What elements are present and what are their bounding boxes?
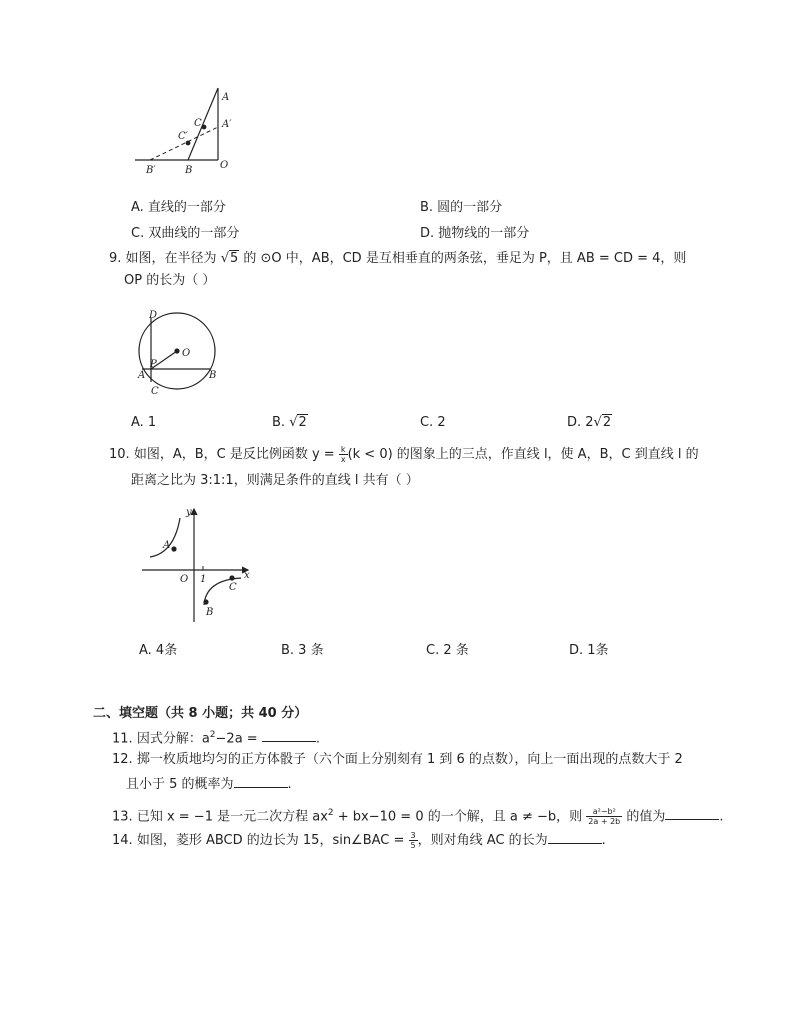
q9-text-1: 如图，在半径为 bbox=[125, 251, 217, 266]
q9-line-1: 9. 如图，在半径为 √5 的 ⊙O 中，AB，CD 是互相垂直的两条弦，垂足为 P，且 AB = CD = 4，则 bbox=[109, 251, 687, 266]
q12-line-1 bbox=[112, 750, 683, 770]
q9-label-P: P bbox=[150, 359, 157, 370]
q10-curve-left bbox=[150, 518, 180, 557]
q10-label-B: B bbox=[206, 607, 214, 618]
q10-line-2: 距离之比为 3:1:1，则满足条件的直线 l 共有（ ） bbox=[131, 473, 419, 488]
q13-tail: . bbox=[719, 809, 724, 825]
q9-label-B: B bbox=[209, 370, 217, 381]
q11-text-b: −2a = bbox=[215, 731, 258, 747]
q14-text-b: ，则对角线 AC 的长为 bbox=[417, 833, 548, 848]
q12-number: 12. bbox=[112, 752, 133, 767]
q9-label-D: D bbox=[149, 310, 158, 321]
q10-point-B bbox=[203, 599, 208, 604]
q8-label-B-prime: B′ bbox=[146, 165, 156, 176]
q9-number: 9. bbox=[109, 251, 122, 266]
q9-option-a: A. 1 bbox=[131, 415, 157, 430]
q9-option-d-prefix: D. 2 bbox=[567, 415, 594, 430]
q13-frac-num: a²−b² bbox=[586, 807, 622, 817]
q12-tail: . bbox=[287, 777, 292, 792]
q9-text-2: 的 ⊙O 中，AB，CD 是互相垂直的两条弦，垂足为 P，且 AB = CD = 4，则 bbox=[243, 251, 687, 266]
q11-number: 11. bbox=[112, 731, 133, 747]
q11-sup: 2 bbox=[209, 730, 216, 740]
q12-line-2 bbox=[126, 775, 292, 795]
q9-line-2: OP 的长为（ ） bbox=[124, 273, 216, 288]
q13-text-a: 已知 x = −1 是一元二次方程 ax bbox=[136, 809, 328, 825]
q14-text-a: 如图，菱形 ABCD 的边长为 15，sin∠BAC = bbox=[136, 833, 405, 848]
q10-frac-den: x bbox=[340, 455, 346, 464]
q10-label-A: A bbox=[163, 540, 171, 551]
q10-point-C bbox=[229, 575, 234, 580]
q14-fraction bbox=[409, 831, 418, 850]
q10-option-b: B. 3 条 bbox=[281, 643, 324, 658]
q9-option-b-radicand: 2 bbox=[298, 415, 307, 430]
q10-label-x: x bbox=[244, 570, 250, 581]
q9-option-b: B. √2 bbox=[272, 415, 307, 430]
q13-sup: 2 bbox=[327, 808, 334, 818]
q9-option-d: D. 2√2 bbox=[567, 415, 612, 430]
q11 bbox=[112, 725, 320, 749]
q10-number: 10. bbox=[109, 447, 130, 462]
q12-text-2: 且小于 5 的概率为 bbox=[126, 777, 234, 792]
q14-answer-blank[interactable] bbox=[548, 831, 602, 844]
q10-text-1b: (k < 0) 的图象上的三点，作直线 l，使 A，B，C 到直线 l 的 bbox=[347, 447, 699, 462]
q14-frac-den: 5 bbox=[410, 841, 416, 850]
q13 bbox=[112, 803, 724, 827]
q11-tail: . bbox=[315, 731, 320, 747]
section-2-title: 二、填空题（共 8 小题；共 40 分） bbox=[93, 706, 308, 721]
q10-label-1: 1 bbox=[200, 574, 207, 585]
q9-option-d-radicand: 2 bbox=[602, 415, 612, 430]
q8-label-B: B bbox=[185, 165, 193, 176]
q10-label-O: O bbox=[180, 574, 189, 585]
q13-fraction bbox=[586, 807, 622, 826]
q8-label-O: O bbox=[220, 160, 229, 171]
q13-text-b: + bx−10 = 0 的一个解，且 a ≠ −b，则 bbox=[333, 809, 583, 825]
q8-option-b: B. 圆的一部分 bbox=[420, 200, 503, 215]
q9-option-c: C. 2 bbox=[420, 415, 446, 430]
q11-text-a: 因式分解：a bbox=[136, 731, 210, 747]
q10-frac-num: k bbox=[339, 445, 348, 455]
q14-number: 14. bbox=[112, 833, 133, 848]
q12-answer-blank[interactable] bbox=[234, 775, 288, 788]
q9-option-b-prefix: B. bbox=[272, 415, 290, 430]
q12-text-1: 掷一枚质地均匀的正方体骰子（六个面上分别刻有 1 到 6 的点数），向上一面出现的点数大于 2 bbox=[136, 752, 683, 767]
q10-point-A bbox=[171, 546, 176, 551]
q8-option-a: A. 直线的一部分 bbox=[131, 200, 226, 215]
q14 bbox=[112, 831, 606, 851]
q10-label-C: C bbox=[229, 582, 237, 593]
q8-label-A: A bbox=[222, 92, 230, 103]
q14-frac-num: 3 bbox=[410, 831, 416, 840]
q8-option-c: C. 双曲线的一部分 bbox=[131, 226, 240, 241]
q8-option-d: D. 抛物线的一部分 bbox=[420, 226, 530, 241]
q8-label-A-prime: A′ bbox=[222, 119, 232, 130]
q10-text-1a: 如图，A，B，C 是反比例函数 y = bbox=[133, 447, 335, 462]
q10-option-c: C. 2 条 bbox=[426, 643, 469, 658]
q10-option-d: D. 1条 bbox=[569, 643, 609, 658]
q13-frac-den: 2a + 2b bbox=[588, 817, 621, 827]
q9-label-O: O bbox=[182, 348, 191, 359]
q8-label-C: C bbox=[194, 118, 202, 129]
q14-tail: . bbox=[601, 833, 606, 848]
q10-label-y: y bbox=[186, 507, 192, 518]
q9-radicand: 5 bbox=[229, 251, 239, 266]
q10-option-a: A. 4条 bbox=[139, 643, 178, 658]
q11-answer-blank[interactable] bbox=[262, 729, 316, 742]
q9-label-A: A bbox=[138, 370, 146, 381]
q9-label-C: C bbox=[151, 386, 159, 397]
q13-text-c: 的值为 bbox=[626, 809, 666, 825]
q8-label-C-prime: C′ bbox=[178, 131, 188, 142]
q13-number: 13. bbox=[112, 809, 133, 825]
q13-answer-blank[interactable] bbox=[665, 807, 719, 820]
